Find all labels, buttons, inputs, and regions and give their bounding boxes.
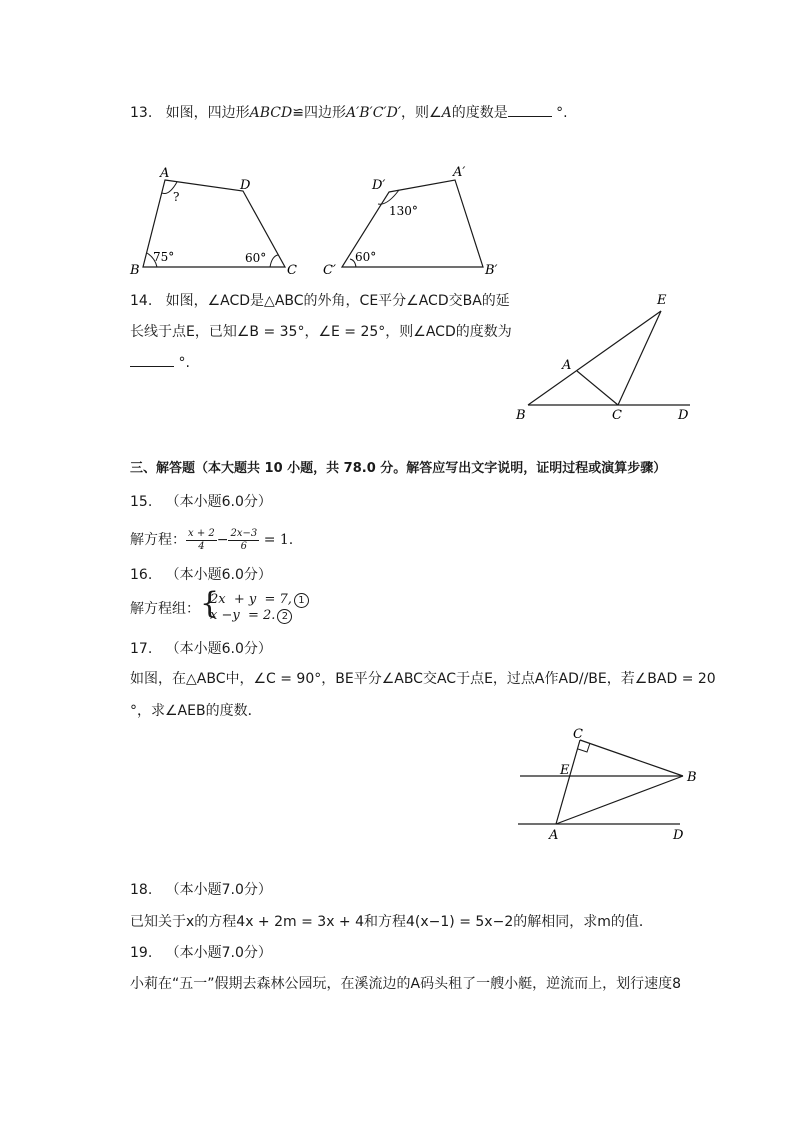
q17-line2: °，求∠AEB的度数． [130, 703, 262, 719]
q16-prompt: 解方程组： [130, 601, 200, 617]
q19-number: 19. [130, 945, 153, 961]
q16-eq2: x −y = 2. [210, 608, 276, 623]
q14-line3 [130, 354, 190, 372]
q18-number: 18. [130, 882, 153, 898]
angle-c-prime-label: 60° [355, 250, 377, 264]
q15-num2: 2x−3 [230, 527, 258, 539]
q15-prompt: 解方程： [130, 532, 186, 548]
q16-score: （本小题6.0分） [165, 567, 272, 583]
q16-eq1: 2x + y = 7, [210, 592, 292, 607]
label-c: C [287, 263, 297, 278]
q17-number: 17. [130, 641, 153, 657]
q16-eq2-mark: 2 [277, 609, 292, 624]
label-b-prime: B′ [485, 263, 498, 278]
q14-figure [510, 290, 700, 425]
q15-equation [130, 527, 293, 553]
q15-fraction-1 [186, 528, 217, 553]
label-b: B [516, 408, 526, 423]
label-c-prime: C′ [323, 263, 336, 278]
q13-suffix: 的度数是 [451, 105, 508, 121]
q16-brace: { [200, 586, 220, 621]
line-ac [577, 371, 618, 405]
label-d: D [678, 408, 689, 423]
q13-mid: ，则∠ [401, 105, 442, 121]
label-a: A [562, 358, 572, 373]
q13-answer-blank [508, 104, 552, 117]
label-e: E [560, 763, 570, 778]
q15-number: 15. [130, 494, 153, 510]
q15-fraction-2 [228, 528, 259, 553]
q13-number: 13. [130, 105, 153, 121]
q17-score: （本小题6.0分） [165, 641, 272, 657]
q19-score: （本小题7.0分） [165, 945, 272, 961]
q16-system [200, 586, 320, 626]
q15-rhs: = 1. [263, 532, 294, 548]
q13-figure [125, 160, 505, 280]
q13-congruent: ≌四边形 [292, 105, 346, 121]
q15-den2: 6 [240, 540, 248, 552]
q15-den1: 4 [198, 540, 205, 552]
q14-answer-blank [130, 354, 174, 367]
right-angle-mark [578, 743, 590, 752]
q19-header [130, 944, 272, 962]
label-b: B [130, 263, 140, 278]
q18-header [130, 881, 272, 899]
line-ac [556, 740, 580, 824]
q14-line2: 长线于点E，已知∠B = 35°，∠E = 25°，则∠ACD的度数为 [130, 324, 512, 340]
q13-text [130, 104, 568, 122]
q16-number: 16. [130, 567, 153, 583]
q17-figure [510, 722, 705, 847]
q17-line1: 如图，在△ABC中，∠C = 90°，BE平分∠ABC交AC于点E，过点A作AD//BE，若∠BAD = 20 [130, 671, 716, 687]
label-c: C [612, 408, 622, 423]
q16-eq1-row [210, 592, 309, 608]
q15-header [130, 493, 272, 511]
q16-eq1-mark: 1 [294, 593, 309, 608]
angle-c-arc [270, 255, 278, 267]
label-b: B [687, 770, 697, 785]
q18-text: 已知关于x的方程4x + 2m = 3x + 4和方程4(x−1) = 5x−2的解相同，求m的值． [130, 914, 653, 930]
q14-line1-text: 如图，∠ACD是△ABC的外角，CE平分∠ACD交BA的延 [165, 293, 510, 309]
label-a-prime: A′ [453, 165, 466, 180]
line-ce [618, 311, 661, 405]
q15-num1: x + 2 [188, 527, 215, 539]
q14-number: 14. [130, 293, 153, 309]
q15-score: （本小题6.0分） [165, 494, 272, 510]
q18-score: （本小题7.0分） [165, 882, 272, 898]
q16-eq2-row [210, 608, 292, 624]
angle-d-prime-label: 130° [389, 204, 418, 218]
line-be [528, 311, 661, 405]
section-3-heading: 三、解答题（本大题共 10 小题，共 78.0 分。解答应写出文字说明，证明过程或演算步骤） [130, 461, 667, 476]
q13-angle-letter: A [441, 105, 452, 121]
angle-b-label: 75° [153, 250, 175, 264]
label-a: A [160, 166, 170, 181]
angle-a-label: ? [173, 190, 180, 204]
q16-header [130, 566, 272, 584]
q19-text: 小莉在“五一”假期去森林公园玩，在溪流边的A码头租了一艘小艇，逆流而上，划行速度8 [130, 976, 681, 992]
q13-prefix: 如图，四边形 [165, 105, 250, 121]
label-c: C [573, 727, 583, 742]
q13-quad1: ABCD [249, 105, 293, 121]
label-a: A [549, 828, 559, 843]
q14-line1 [130, 292, 510, 310]
label-d: D [673, 828, 684, 843]
label-d-prime: D′ [372, 178, 386, 193]
line-cb [580, 740, 683, 776]
q15-minus: − [216, 532, 229, 548]
angle-c-label: 60° [245, 251, 267, 265]
line-ab [556, 776, 683, 824]
label-e: E [657, 293, 667, 308]
q17-header [130, 640, 272, 658]
q13-quad2: A′B′C′D′ [345, 105, 402, 121]
q14-tail: °. [178, 355, 190, 371]
label-d: D [240, 178, 251, 193]
q13-tail: °. [556, 105, 568, 121]
